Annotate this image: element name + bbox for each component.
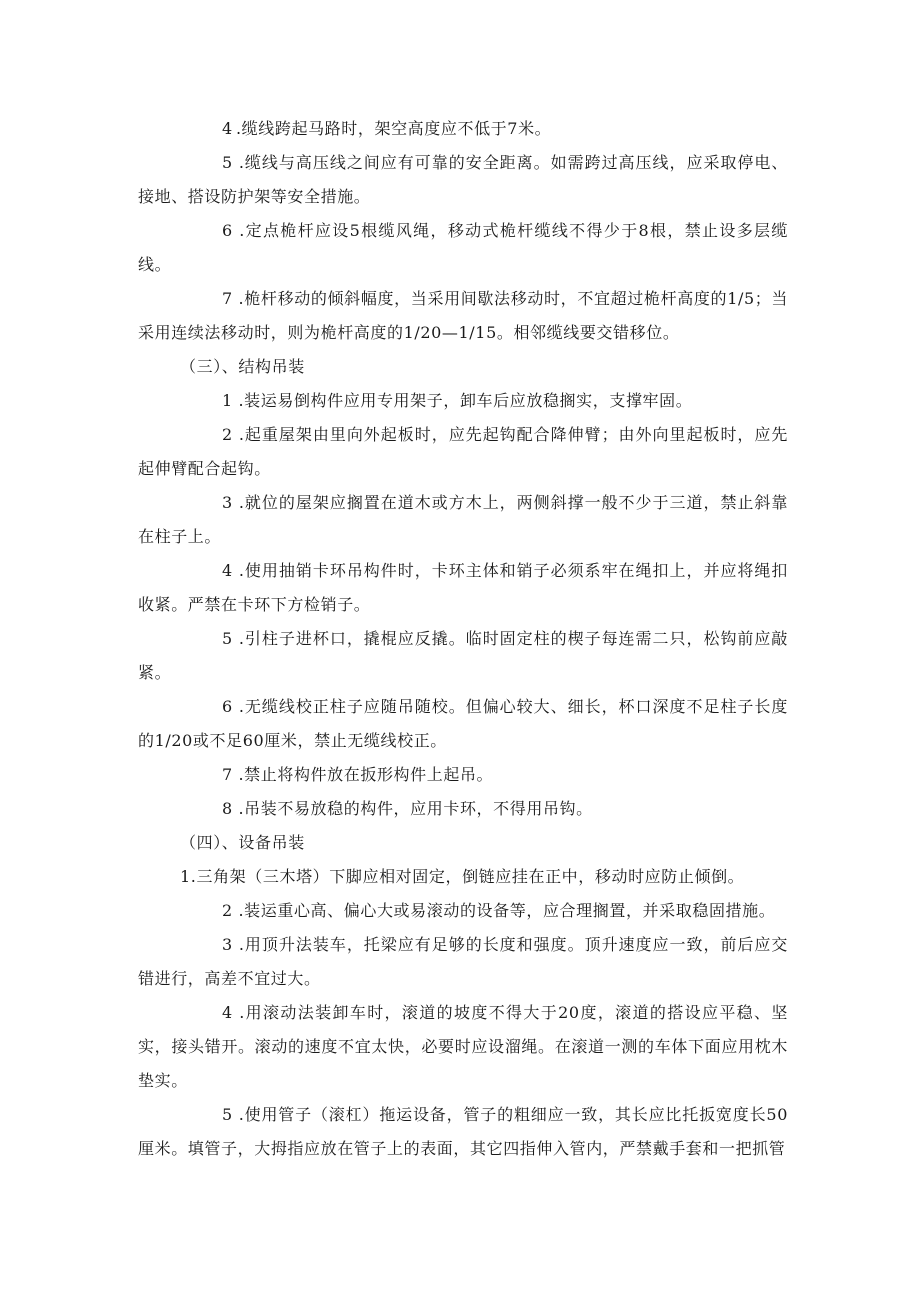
paragraph-text: .用顶升法装车，托梁应有足够的长度和强度。顶升速度应一致，前后应交错进行，高差不宜过大。 (138, 935, 789, 988)
paragraph-text: .就位的屋架应搁置在道木或方木上，两侧斜撑一般不少于三道，禁止斜靠在柱子上。 (138, 493, 789, 546)
item-number: 7 (222, 289, 233, 308)
paragraph-rolling-method (138, 996, 788, 1098)
paragraph-text: .用滚动法装卸车时，滚道的坡度不得大于20度，滚道的搭设应平稳、坚实，接头错开。滚动的速度不宜太快，必要时应设溜绳。在滚道一测的车体下面应用枕木垫实。 (138, 1003, 789, 1090)
paragraph-mast-guy-ropes (138, 214, 788, 282)
paragraph-no-lifting-on-slab (138, 758, 788, 792)
section-heading-text: （三）、结构吊装 (180, 357, 305, 376)
paragraph-roof-truss-lifting (138, 418, 788, 486)
paragraph-high-voltage-distance (138, 146, 788, 214)
paragraph-unstable-components (138, 792, 788, 826)
section-heading-equipment-hoisting (138, 826, 788, 860)
paragraph-component-transport (138, 384, 788, 418)
paragraph-text: .缆线跨起马路时，架空高度应不低于7米。 (236, 119, 552, 138)
item-number: 1 (222, 391, 233, 410)
item-number: 5 (222, 629, 233, 648)
paragraph-text: .吊装不易放稳的构件，应用卡环，不得用吊钩。 (238, 799, 593, 818)
paragraph-text: .使用抽销卡环吊构件时，卡环主体和销子必须系牢在绳扣上，并应将绳扣收紧。严禁在卡环下方检销子。 (138, 561, 789, 614)
item-number: 4 (222, 119, 233, 138)
paragraph-text: .使用管子（滚杠）拖运设备，管子的粗细应一致，其长应比托扳宽度长50厘米。填管子，大拇指应放在管子上的表面，其它四指伸入管内，严禁戴手套和一把抓管 (138, 1105, 788, 1158)
paragraph-text: .缆线与高压线之间应有可靠的安全距离。如需跨过高压线，应采取停电、接地、搭设防护架等安全措施。 (138, 153, 789, 206)
paragraph-text: .桅杆移动的倾斜幅度，当采用间歇法移动时，不宜超过桅杆高度的1/5；当采用连续法移动时，则为桅杆高度的1/20—1/15。相邻缆线要交错移位。 (138, 289, 789, 342)
paragraph-text: .定点桅杆应设5根缆风绳，移动式桅杆缆线不得少于8根，禁止设多层缆线。 (138, 221, 788, 274)
paragraph-column-insertion (138, 622, 788, 690)
paragraph-mast-tilt (138, 282, 788, 350)
paragraph-text: .装运易倒构件应用专用架子，卸车后应放稳搁实，支撑牢固。 (238, 391, 693, 410)
item-number: 7 (222, 765, 233, 784)
item-number: 3 (222, 935, 233, 954)
item-number: 4 (222, 1003, 233, 1022)
paragraph-truss-placement (138, 486, 788, 554)
item-number: 2 (222, 901, 233, 920)
item-number: 2 (222, 425, 233, 444)
document-body (138, 112, 788, 1166)
section-heading-text: （四）、设备吊装 (180, 833, 305, 852)
item-number: 5 (222, 153, 233, 172)
paragraph-heavy-equipment-transport (138, 894, 788, 928)
paragraph-jacking-method (138, 928, 788, 996)
paragraph-pipe-rollers (138, 1098, 788, 1166)
paragraph-text: 1.三角架（三木塔）下脚应相对固定，倒链应挂在正中，移动时应防止倾倒。 (180, 867, 745, 886)
paragraph-text: .装运重心高、偏心大或易滚动的设备等，应合理搁置，并采取稳固措施。 (238, 901, 776, 920)
paragraph-text: .禁止将构件放在扳形构件上起吊。 (238, 765, 494, 784)
paragraph-text: .引柱子进杯口，撬棍应反撬。临时固定柱的楔子每连需二只，松钩前应敲紧。 (138, 629, 789, 682)
item-number: 6 (222, 221, 233, 240)
paragraph-wire-road-height (138, 112, 788, 146)
item-number: 8 (222, 799, 233, 818)
paragraph-text: .起重屋架由里向外起板时，应先起钩配合降伸臂；由外向里起板时，应先起伸臂配合起钩。 (138, 425, 789, 478)
paragraph-tripod (138, 860, 788, 894)
item-number: 6 (222, 697, 233, 716)
paragraph-text: .无缆线校正柱子应随吊随校。但偏心较大、细长，杯口深度不足柱子长度的1/20或不足60厘米，禁止无缆线校正。 (138, 697, 789, 750)
item-number: 5 (222, 1105, 233, 1124)
item-number: 4 (222, 561, 233, 580)
paragraph-column-correction (138, 690, 788, 758)
section-heading-structure-hoisting (138, 350, 788, 384)
item-number: 3 (222, 493, 233, 512)
paragraph-shackle-usage (138, 554, 788, 622)
